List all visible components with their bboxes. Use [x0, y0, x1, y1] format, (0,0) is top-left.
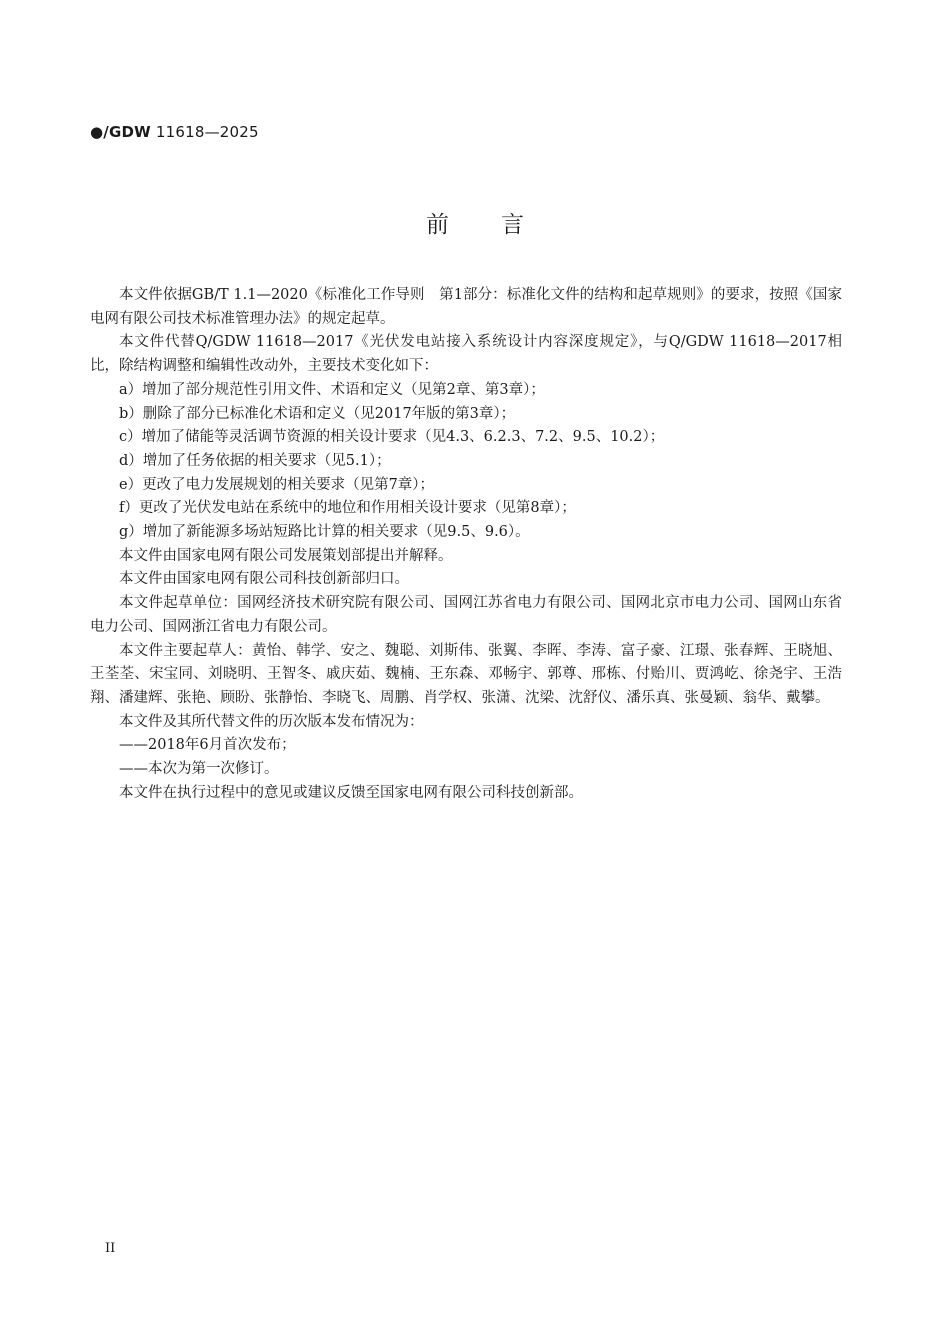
drafters-paragraph: 本文件主要起草人：黄怡、韩学、安之、魏聪、刘斯伟、张翼、李晖、李涛、富子豪、江璟、张春辉、王晓旭、王荃荃、宋宝同、刘晓明、王智冬、戚庆茹、魏楠、王东森、邓畅宇、郭尊、邢栋、付贻川、贾鸿屹、徐尧宇、王浩翔、潘建辉、张艳、顾盼、张静怡、李晓飞、周鹏、肖学权、张潇、沈梁、沈舒仪、潘乐真、张曼颖、翁华、戴攀。 [90, 642, 842, 706]
drafting-units-paragraph: 本文件起草单位：国网经济技术研究院有限公司、国网江苏省电力有限公司、国网北京市电力公司、国网山东省电力公司、国网浙江省电力有限公司。 [90, 595, 842, 635]
change-item-c: c）增加了储能等灵活调节资源的相关设计要求（见4.3、6.2.3、7.2、9.5、10.2）； [119, 429, 665, 446]
change-item-g: g）增加了新能源多场站短路比计算的相关要求（见9.5、9.6）。 [119, 524, 530, 541]
standard-number-header [90, 123, 259, 141]
replacement-paragraph: 本文件代替Q/GDW 11618—2017《光伏发电站接入系统设计内容深度规定》，与Q/GDW 11618—2017相比，除结构调整和编辑性改动外，主要技术变化如下： [90, 334, 842, 375]
change-item-f: f）更改了光伏发电站在系统中的地位和作用相关设计要求（见第8章）； [119, 500, 576, 517]
history-item-2: ——本次为第一次修订。 [119, 761, 279, 778]
change-item-d: d）增加了任务依据的相关要求（见5.1）； [119, 452, 391, 469]
change-item-a: a）增加了部分规范性引用文件、术语和定义（见第2章、第3章）； [119, 381, 545, 398]
standard-number: 11618—2025 [150, 123, 259, 141]
foreword-body [90, 284, 842, 805]
history-item-1: ——2018年6月首次发布； [119, 737, 296, 754]
change-item-e: e）更改了电力发展规划的相关要求（见第7章）； [119, 476, 435, 493]
standard-prefix: ●/GDW [90, 123, 151, 141]
basis-paragraph: 本文件依据GB/T 1.1—2020《标准化工作导则 第1部分：标准化文件的结构和起草规则》的要求，按照《国家电网有限公司技术标准管理办法》的规定起草。 [90, 287, 842, 327]
feedback-paragraph: 本文件在执行过程中的意见或建议反馈至国家电网有限公司科技创新部。 [119, 784, 583, 801]
page-title: 前言 [426, 212, 576, 238]
proposer-paragraph: 本文件由国家电网有限公司发展策划部提出并解释。 [119, 547, 453, 564]
history-intro-paragraph: 本文件及其所代替文件的历次版本发布情况为： [119, 713, 424, 730]
page-number: II [105, 1241, 116, 1256]
administrator-paragraph: 本文件由国家电网有限公司科技创新部归口。 [119, 571, 409, 588]
change-item-b: b）删除了部分已标准化术语和定义（见2017年版的第3章）； [119, 405, 516, 422]
